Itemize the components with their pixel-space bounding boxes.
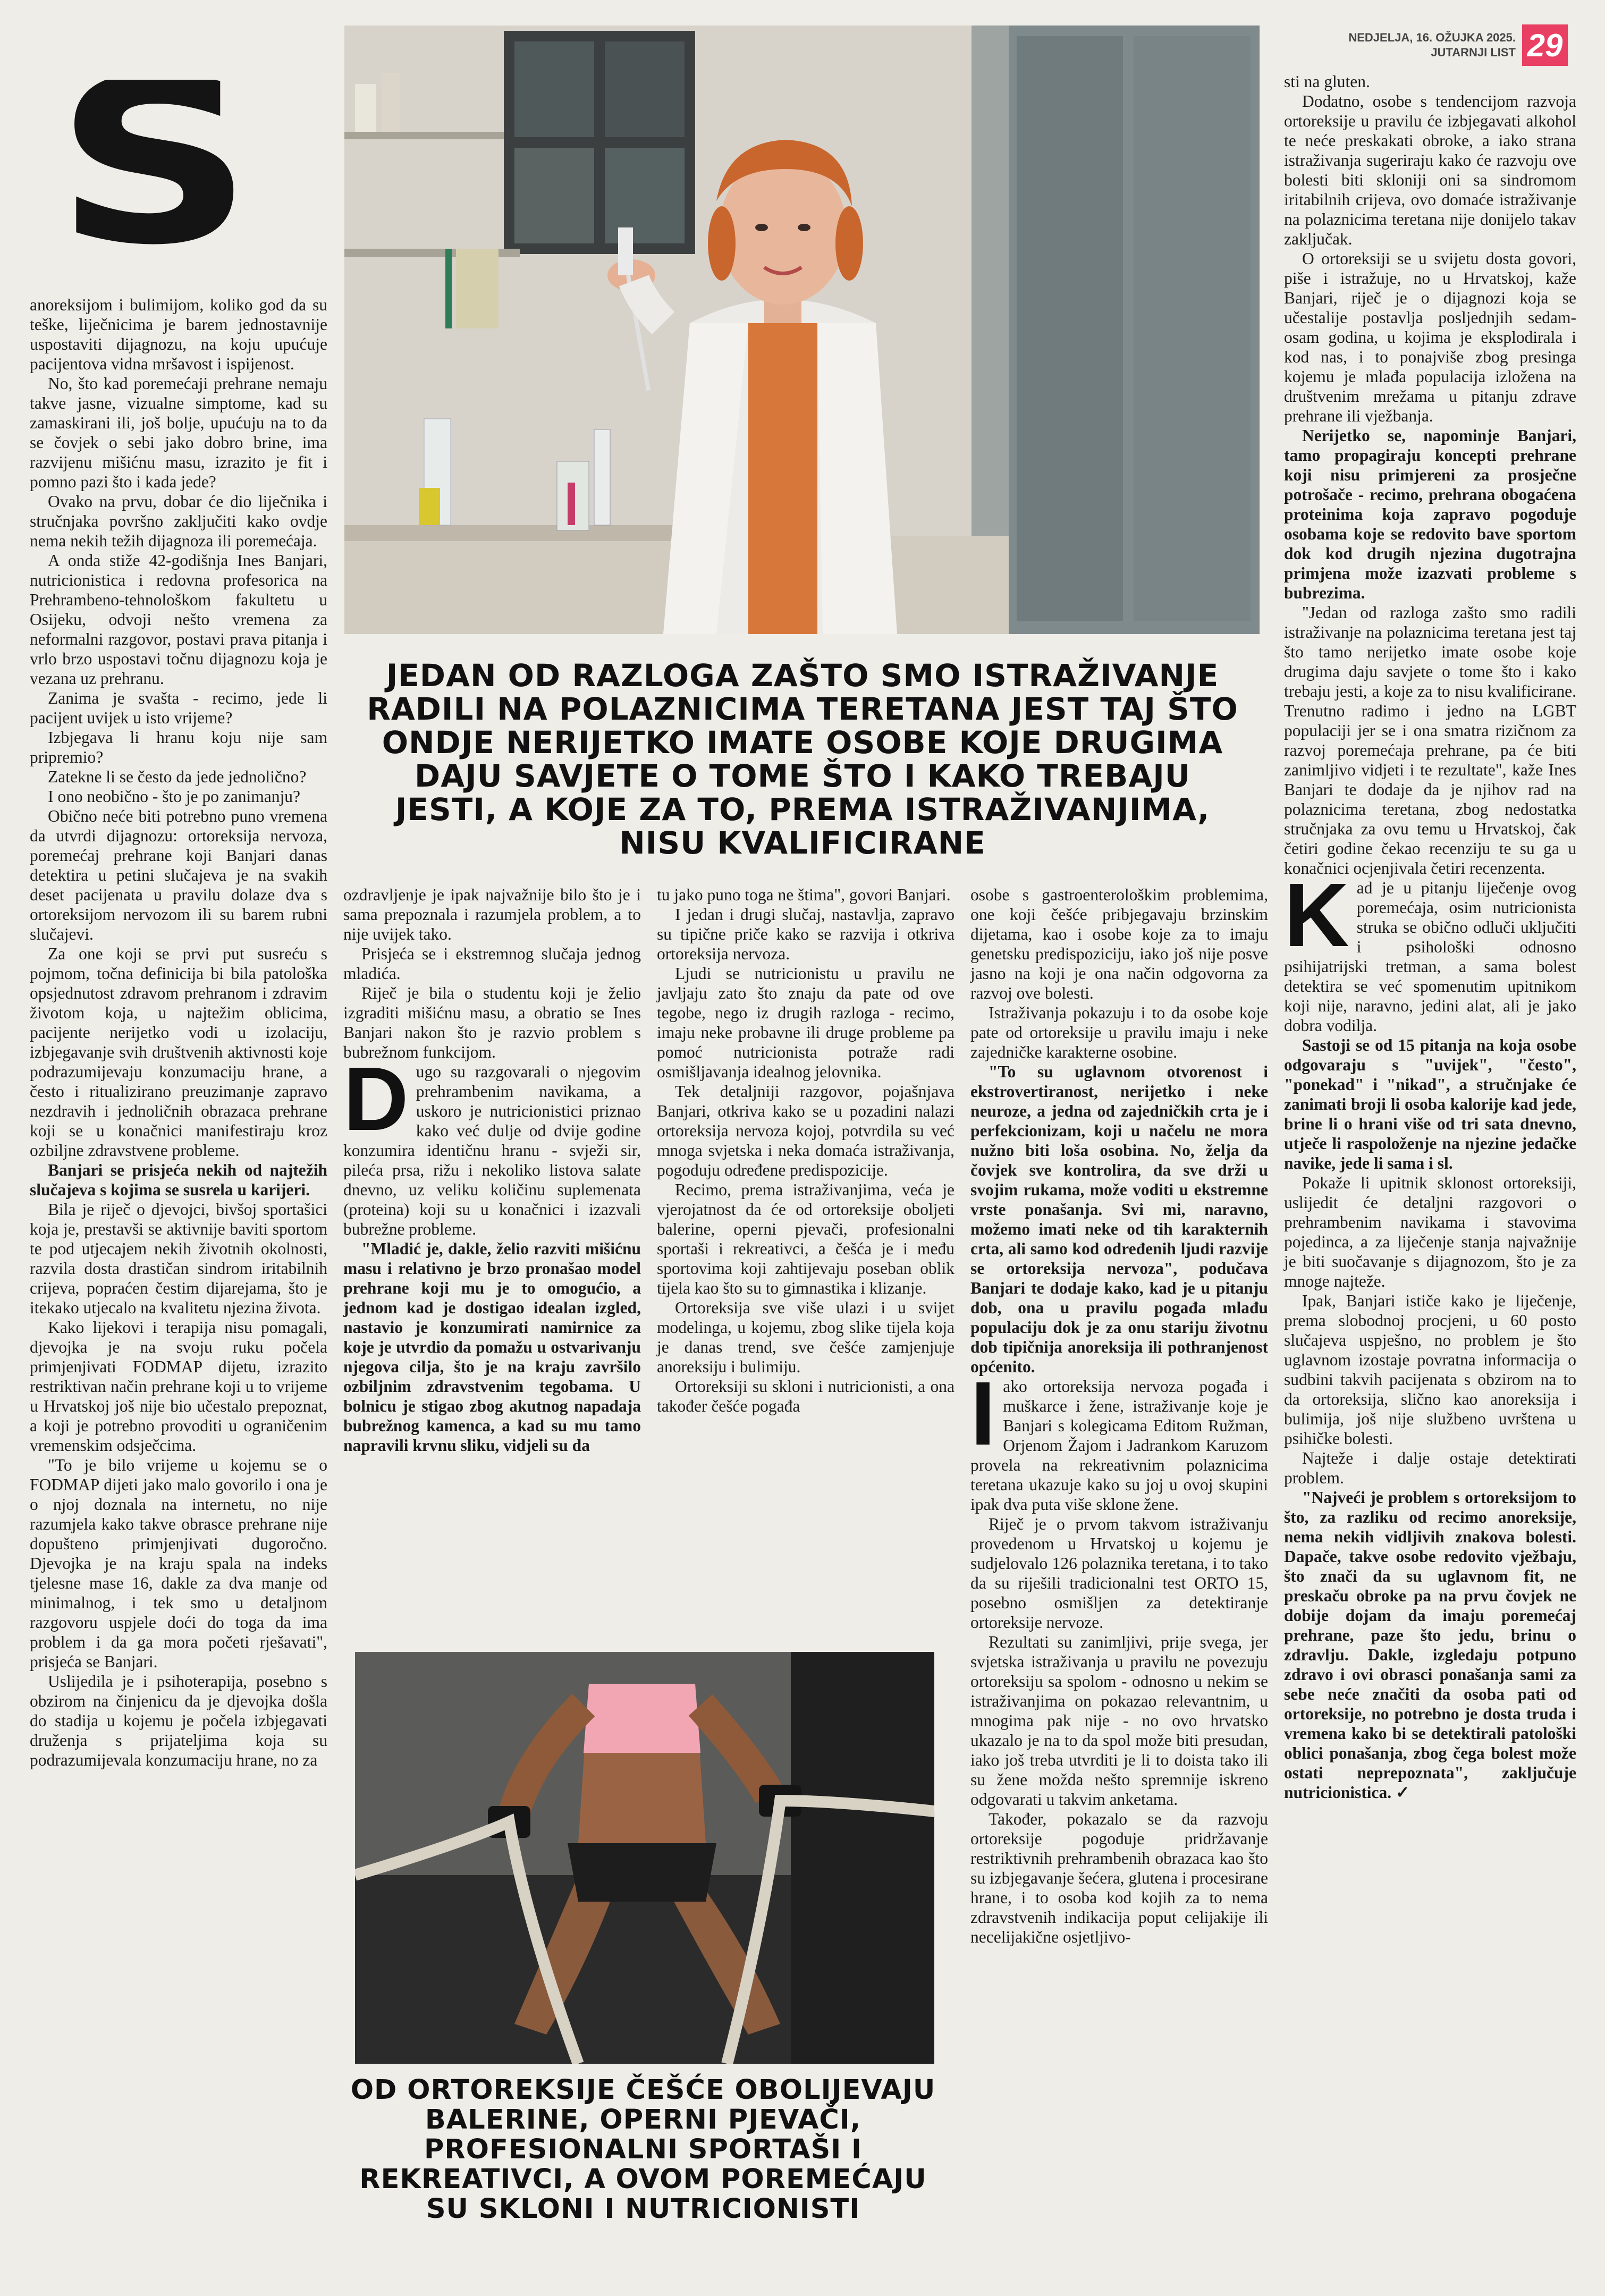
- paragraph: "To je bilo vrijeme u kojemu se o FODMAP dijeti jako malo govorilo i ona je o njoj doznala na internetu, no nije razumjela kako takve obrasce prehrane nije dopušteno primjenjivati dugoročno. Djevojka je na kraju spala na indeks tjelesne mase 16, dakle za dva manje od minimalnog, i tek smo u detaljnom razgovoru uspjele doći do toga da ima problem i da ga mora početi rješavati", prisjeća se Banjari.: [30, 1456, 327, 1671]
- paragraph: A onda stiže 42-godišnja Ines Banjari, nutricionistica i redovna profesorica na Prehrambeno-tehnološkom fakultetu u Osijeku, odvoji nešto vremena za neformalni razgovor, postavi prava pitanja i vrlo brzo uspostavi točnu dijagnozu koja je vezana uz prehranu.: [30, 551, 327, 688]
- paragraph: Ortoreksija sve više ulazi i u svijet modelinga, u kojemu, zbog slike tijela koja je danas trend, sve češće zamjenjuje anoreksiju i bulimiju.: [657, 1298, 954, 1376]
- paragraph: ozdravljenje je ipak najvažnije bilo što je i sama prepoznala i razumjela problem, a to nije uvijek tako.: [343, 885, 641, 943]
- paragraph: Kako lijekovi i terapija nisu pomagali, djevojka je na svoju ruku počela primjenjivati FODMAP dijetu, izrazito restriktivan način prehrane koji u to vrijeme u Hrvatskoj još nije bio učestalo prepoznat, a koji je potrebno provoditi u ograničenim vremenskim odsječcima.: [30, 1318, 327, 1455]
- photo-rope-training: [355, 1652, 934, 2064]
- column-2: [343, 885, 641, 1455]
- paragraph: Dodatno, osobe s tendencijom razvoja ortoreksije u pravilu će izbjegavati alkohol te neće preskakati obroke, a iako strana istraživanja sugeriraju kako će razvoju ove bolesti biti skloniji oni sa sindromom iritabilnih crijeva, ovo domaće istraživanje na polaznicima teretana nije donijelo takav zaključak.: [1284, 92, 1576, 248]
- header-text: [1348, 30, 1516, 60]
- drop-cap-i: I: [970, 1363, 996, 1464]
- paragraph: O ortoreksiji se u svijetu dosta govori, piše i istražuje, no u Hrvatskoj, kaže Banjari, riječ je o dijagnozi koja se učestalije postavlja posljednjih sedam-osam godina, u kojima je eksplodirala i kod nas, i to ponajviše zbog presinga kojemu je mlađa populacija izložena na društvenim mrežama u pitanju zdrave prehrane ili vježbanja.: [1284, 249, 1576, 425]
- paragraph: Tek detaljniji razgovor, pojašnjava Banjari, otkriva kako se u pozadini nalazi ortoreksija nervoza kojoj, potvrdila su već mnoga svjetska i neka domaća istraživanja, pogoduju određene predispozicije.: [657, 1082, 954, 1179]
- paragraph: "Najveći je problem s ortoreksijom to što, za razliku od recimo anoreksije, nema nekih vidljivih znakova bolesti. Dapače, takve osobe redovito vježbaju, što znači da su uglavnom fit, ne preskaču obroke pa na prvu čovjek ne dobije dojam da imaju poremećaj prehrane, paze što jedu, brinu o zdravlju. Dakle, izgledaju potpuno zdravo i ovi obrasci ponašanja sami za sebe neće značiti da osoba pati od ortoreksije, no potrebno je dosta truda i vremena kako bi se detektirali patološki oblici ponašanja, zbog čega bolest može ostati neprepoznata", zaključuje nutricionistica. ✓: [1284, 1488, 1576, 1802]
- paragraph: Ortoreksiji su skloni i nutricionisti, a ona također češće pogađa: [657, 1377, 954, 1415]
- column-4: [970, 885, 1268, 1947]
- paragraph: Riječ je o prvom takvom istraživanju provedenom u Hrvatskoj u kojemu je sudjelovalo 126 polaznika teretana, i to tako da su riješili tradicionalni test ORTO 15, posebno osmišljen za detektiranje ortoreksije nervoze.: [970, 1515, 1268, 1632]
- photo-lab-nutritionist: [344, 26, 1260, 634]
- paragraph-with-dropcap: [970, 1363, 1268, 1514]
- paragraph: tu jako puno toga ne štima", govori Banjari.: [657, 885, 951, 904]
- paragraph-with-dropcap: [1284, 865, 1576, 1035]
- paragraph: Pokaže li upitnik sklonost ortoreksiji, uslijedit će detaljni razgovori o prehrambenim navikama i stavovima pojedinca, a za liječenje stanja najvažnije je biti suočavanje s dijagnozom, što je za mnoge najteže.: [1284, 1174, 1576, 1290]
- pull-quote-2: OD ORTOREKSIJE ČEŠĆE OBOLIJEVAJU BALERINE, OPERNI PJEVAČI, PROFESIONALNI SPORTAŠI I REKREATIVCI, A OVOM POREMEĆAJU SU SKLONI I NUTRICIONISTI: [350, 2074, 936, 2225]
- drop-cap-d: D: [343, 1049, 409, 1150]
- paragraph: Ljudi se nutricionistu u pravilu ne javljaju zato što znaju da pate od ove tegobe, nego iz drugih razloga - recimo, imaju neke probavne ili druge probleme pa pomoć nutricionista potraže radi osmišljavanja idealnog jelovnika.: [657, 964, 954, 1081]
- big-initial-s: [27, 80, 282, 287]
- paragraph: Za one koji se prvi put susreću s pojmom, točna definicija bi bila patološka opsjednutost zdravom prehranom i zdravim životom koja, u najtežim oblicima, pacijente nerijetko vodi u izolaciju, izbjegavanje svih društvenih aktivnosti koje podrazumijevaju konzumaciju hrane, a često i ritualizirano preuzimanje zapravo nezdravih i jednoličnih obrazaca prehrane koji se u konačnici manifestiraju kroz ozbiljne zdravstvene probleme.: [30, 944, 327, 1160]
- column-3: [657, 885, 954, 1416]
- paragraph: I ono neobično - što je po zanimanju?: [48, 787, 300, 806]
- paragraph: sti na gluten.: [1284, 72, 1370, 91]
- drop-cap-k: K: [1284, 865, 1349, 966]
- paragraph: Uslijedila je i psihoterapija, posebno s obzirom na činjenicu da je djevojka došla do stadija u kojemu je počela izbjegavati druženja s prijateljima koja su podrazumijevala konzumaciju hrane, no za: [30, 1672, 327, 1769]
- pull-quote-1: JEDAN OD RAZLOGA ZAŠTO SMO ISTRAŽIVANJE RADILI NA POLAZNICIMA TERETANA JEST TAJ ŠTO ONDJE NERIJETKO IMATE OSOBE KOJE DRUGIMA DAJU SAVJETE O TOME ŠTO I KAKO TREBAJU JESTI, A KOJE ZA TO, PREMA ISTRAŽIVANJIMA, NISU KVALIFICIRANE: [367, 657, 1238, 861]
- paragraph: Obično neće biti potrebno puno vremena da utvrdi dijagnozu: ortoreksija nervoza, poremećaj prehrane koji Banjari danas detektira u petini slučajeva je na svakih deset pacijenata u pravilu dolaze dva s ortoreksijom nervozom ili su barem rubni slučajevi.: [30, 807, 327, 943]
- paragraph: anoreksijom i bulimijom, koliko god da su teške, liječnicima je barem jednostavnije uspostaviti dijagnozu, na koju upućuje pacijentova vidna mršavost i ispijenost.: [30, 296, 327, 373]
- paragraph: Nerijetko se, napominje Banjari, tamo propagiraju koncepti prehrane koji nisu primjereni za prosječne potrošače - recimo, prehrana obogaćena proteinima koja zapravo pogoduje osobama koje se redovito bave sportom dok kod drugih njezina dugotrajna primjena može izazvati probleme s bubrezima.: [1284, 426, 1576, 602]
- paragraph: Rezultati su zanimljivi, prije svega, jer svjetska istraživanja u pravilu ne povezuju ortoreksiju sa spolom - odnosno u nekim se istraživanjima on pokazao relevantnim, u mnogima pak nije - no ovo hrvatsko ukazalo je na to da spol može biti presudan, iako još treba utvrditi je li to doista tako ili su žene možda nešto spremnije iskreno odgovarati u takvim anketama.: [970, 1633, 1268, 1809]
- paragraph: Ipak, Banjari ističe kako je liječenje, prema slobodnoj procjeni, u 60 posto slučajeva uspješno, no problem je što uglavnom izostaje povratna informacija o sudbini takvih pacijenata s obzirom na to da ortoreksija, slično kao anoreksija i bulimija, još nije službeno uvrštena u psihičke bolesti.: [1284, 1292, 1576, 1448]
- paragraph: "Mladić je, dakle, želio razviti mišićnu masu i relativno je brzo pronašao model prehrane koji mu je to omogućio, a jednom kad je dostigao idealan izgled, nastavio je konzumirati namirnice za koje je utvrdio da pomažu u ostvarivanju njegova cilja, što je na kraju završilo ozbiljnim zdravstvenim tegobama. U bolnicu je stigao zbog akutnog napadaja bubrežnog kamenca, a kad su mu tamo napravili krvnu sliku, vidjeli su da: [343, 1239, 641, 1455]
- paragraph: Istraživanja pokazuju i to da osobe koje pate od ortoreksije u pravilu imaju i neke zajedničke karakterne osobine.: [970, 1003, 1268, 1061]
- paragraph: Najteže i dalje ostaje detektirati problem.: [1284, 1449, 1576, 1487]
- page-number-badge: 29: [1522, 24, 1568, 66]
- paragraph: Prisjeća se i ekstremnog slučaja jednog mladića.: [343, 944, 641, 983]
- paragraph: Banjari se prisjeća nekih od najtežih slučajeva s kojima se susrela u karijeri.: [30, 1161, 327, 1199]
- paragraph: Riječ je bila o studentu koji je želio izgraditi mišićnu masu, a obratio se Ines Banjari nakon što je razvio problem s bubrežnom funkcijom.: [343, 984, 641, 1061]
- paragraph: I jedan i drugi slučaj, nastavlja, zapravo su tipične priče kako se razvija i otkriva ortoreksija nervoza.: [657, 905, 954, 963]
- paragraph-text: ugo su razgovarali o njegovim prehrambenim navikama, a uskoro je nutricionistici priznao kako već dulje od dvije godine konzumira identičnu hranu - svježi sir, pileća prsa, rižu i nekoliko listova salate dnevno, uz veliku količinu suplemenata (proteina) koji su u konačnici i izazvali bubrežne probleme.: [343, 1062, 641, 1238]
- paragraph-with-dropcap: [343, 1049, 641, 1239]
- header-date: NEDJELJA, 16. OŽUJKA 2025.: [1348, 31, 1516, 44]
- paragraph: osobe s gastroenterološkim problemima, one koji češće pribjegavaju brzinskim dijetama, kao i osobe koje za to imaju genetsku predispoziciju, iako još nije posve jasno na koji je ona način odgovorna za razvoj ove bolesti.: [970, 885, 1268, 1002]
- header-paper: JUTARNJI LIST: [1431, 46, 1516, 59]
- paragraph: "Jedan od razloga zašto smo radili istraživanje na polaznicima teretana jest taj što tamo nerijetko imate osobe koje drugima daju savjete o tome što i kako trebaju jesti, a koje za to nisu kvalificirane. Trenutno radimo i jedno na LGBT populaciji jer se i ona smatra rizičnom za razvoj poremećaja prehrane, pa će biti zanimljivo vidjeti i te rezultate", kaže Ines Banjari te dodaje da je njihov rad na polaznicima teretana, zbog nedostatka stručnjaka za ovu temu u Hrvatskoj, čak četiri godine čekao recenziju te su ga u konačnici ocjenjivala četiri recenzenta.: [1284, 603, 1576, 877]
- paragraph: Bila je riječ o djevojci, bivšoj sportašici koja je, prestavši se aktivnije baviti sportom te pod utjecajem nekih životnih okolnosti, razvila dosta drastičan sindrom iritabilnih crijeva, popraćen čestim dijarejama, što je itekako utjecalo na kvalitetu njezina života.: [30, 1200, 327, 1317]
- paragraph-text: ad je u pitanju liječenje ovog poremećaja, osim nutricionista struka se obično odluči uključiti i psihološki odnosno psihijatrijski tretman, a sama bolest detektira se već spomenutim upitnikom koji nije, naravno, jedini alat, ali je jako dobra vodilja.: [1284, 879, 1576, 1035]
- big-initial-glyph: S: [54, 80, 254, 287]
- paragraph: Također, pokazalo se da razvoju ortoreksije pogoduje pridržavanje restriktivnih prehrambenih obrazaca kao što su izbjegavanje šećera, glutena i procesirane hrane, i to osoba kod kojih za to nema zdravstvenih indikacija poput celijakije ili necelijakične osjetljivo-: [970, 1810, 1268, 1946]
- paragraph: Izbjegava li hranu koju nije sam pripremio?: [30, 728, 327, 766]
- column-5: [1284, 72, 1576, 1802]
- page-header: [1348, 21, 1568, 69]
- paragraph: Zanima je svašta - recimo, jede li pacijent uvijek u isto vrijeme?: [30, 689, 327, 727]
- paragraph: No, što kad poremećaji prehrane nemaju takve jasne, vizualne simptome, kad su zamaskirani ili, još bolje, upućuju na to da se čovjek o sebi jako dobro brine, ima razvijenu mišićnu masu, izrazito je fit i pomno pazi što i kada jede?: [30, 374, 327, 491]
- paragraph: Ovako na prvu, dobar će dio liječnika i stručnjaka površno zaključiti kako ovdje nema nekih težih dijagnoza ili poremećaja.: [30, 492, 327, 550]
- paragraph: Sastoji se od 15 pitanja na koja osobe odgovaraju s "uvijek", "često", "ponekad" i "nikad", a stručnjake će zanimati broji li osoba kalorije kad jede, brine li o hrani više od tri sata dnevno, utječe li raspoloženje na njezine jedačke navike, jede li sama i sl.: [1284, 1036, 1576, 1172]
- paragraph: "To su uglavnom otvorenost i ekstrovertiranost, nerijetko i neke neuroze, a jedna od zajedničkih crta je i perfekcionizam, koji u načelu ne mora nužno biti loša osobina. No, želja da čovjek sve kontrolira, da sve drži u svojim rukama, može voditi u ekstremne vrste ponašanja. Svi mi, naravno, možemo imati neke od tih karakternih crta, ali samo kod određenih ljudi razvije se ortoreksija nervoza", podučava Banjari te dodaje kako, kad je u pitanju dob, ona u pravilu pogađa mlađu populaciju dok je za onu stariju životnu dob tipičnija anoreksija ili pothranjenost općenito.: [970, 1062, 1268, 1376]
- paragraph: Zatekne li se često da jede jednolično?: [48, 767, 307, 786]
- column-1: [30, 295, 327, 1770]
- paragraph-text: ako ortoreksija nervoza pogađa i muškarce i žene, istraživanje koje je Banjari s kolegicama Editom Ružman, Orjenom Žajom i Jadrankom Karuzom provela na rekreativnim polaznicima teretana ukazuje kako su joj u ovoj skupini ipak dva puta više sklone žene.: [970, 1377, 1268, 1514]
- paragraph: Recimo, prema istraživanjima, veća je vjerojatnost da će od ortoreksije oboljeti balerine, operni pjevači, profesionalni sportaši i rekreativci, a češća je i među sportovima koji zahtijevaju poseban oblik tijela kao što su to gimnastika i klizanje.: [657, 1180, 954, 1297]
